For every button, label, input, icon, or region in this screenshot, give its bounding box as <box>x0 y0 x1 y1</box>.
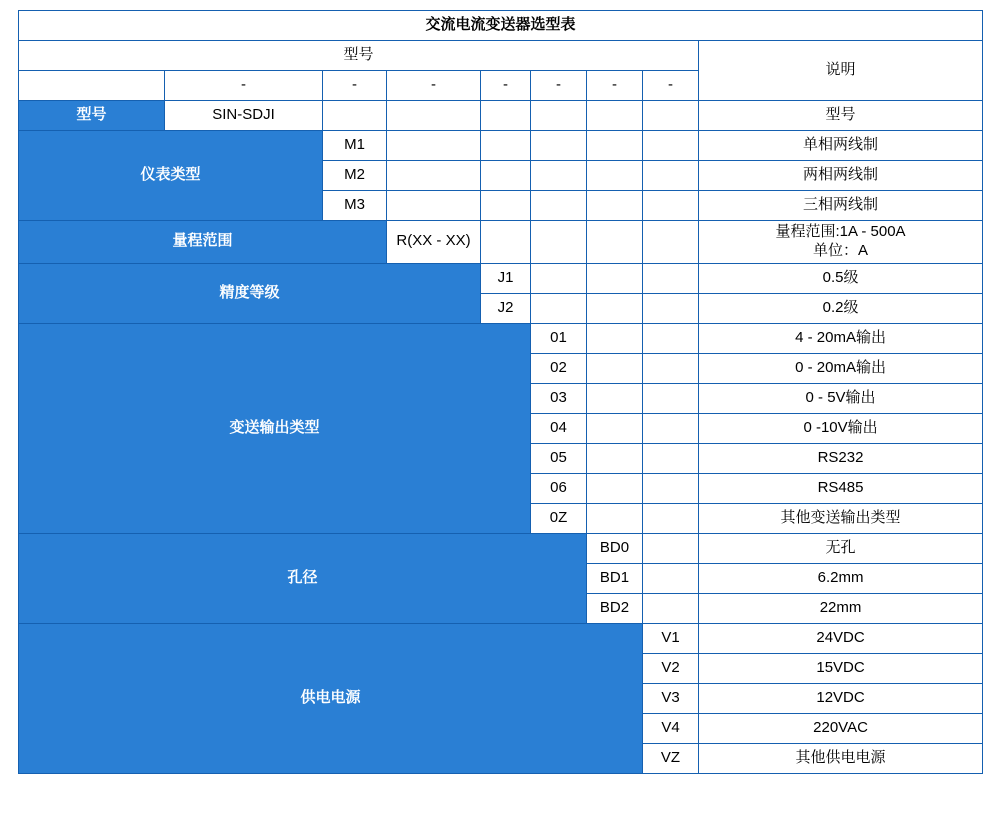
option-description: 其他供电电源 <box>699 743 983 773</box>
category-label: 型号 <box>19 101 165 131</box>
option-code: V4 <box>643 713 699 743</box>
option-code: V2 <box>643 653 699 683</box>
option-description: 24VDC <box>699 623 983 653</box>
page-title: 交流电流变送器选型表 <box>19 11 983 41</box>
table-row <box>19 323 983 353</box>
empty-cell <box>531 293 587 323</box>
empty-cell <box>643 131 699 161</box>
category-label: 孔径 <box>19 533 587 623</box>
empty-cell <box>587 221 643 264</box>
option-code: R(XX - XX) <box>387 221 481 264</box>
empty-cell <box>643 221 699 264</box>
option-code: BD1 <box>587 563 643 593</box>
table-row <box>19 131 983 161</box>
header-dash-cell: - <box>387 71 481 101</box>
table-row <box>19 101 983 131</box>
category-label: 仪表类型 <box>19 131 323 221</box>
option-description: 无孔 <box>699 533 983 563</box>
option-code: M2 <box>323 161 387 191</box>
empty-cell <box>643 161 699 191</box>
option-description: 0 -10V输出 <box>699 413 983 443</box>
option-description: 15VDC <box>699 653 983 683</box>
option-description: RS232 <box>699 443 983 473</box>
empty-cell <box>531 191 587 221</box>
empty-cell <box>587 191 643 221</box>
option-code: J1 <box>481 263 531 293</box>
empty-cell <box>643 101 699 131</box>
category-label: 量程范围 <box>19 221 387 264</box>
selection-table <box>18 10 983 774</box>
option-description: 其他变送输出类型 <box>699 503 983 533</box>
option-code: J2 <box>481 293 531 323</box>
category-label: 供电电源 <box>19 623 643 773</box>
empty-cell <box>587 353 643 383</box>
empty-cell <box>387 131 481 161</box>
category-label: 精度等级 <box>19 263 481 323</box>
option-code: M1 <box>323 131 387 161</box>
empty-cell <box>643 473 699 503</box>
option-code: 0Z <box>531 503 587 533</box>
title-row <box>19 11 983 41</box>
empty-cell <box>531 221 587 264</box>
empty-cell <box>643 293 699 323</box>
empty-cell <box>643 323 699 353</box>
option-code: 01 <box>531 323 587 353</box>
category-label: 变送输出类型 <box>19 323 531 533</box>
empty-cell <box>587 293 643 323</box>
empty-cell <box>587 131 643 161</box>
empty-cell <box>587 383 643 413</box>
empty-cell <box>387 101 481 131</box>
option-code: BD2 <box>587 593 643 623</box>
empty-cell <box>643 191 699 221</box>
option-description: 0.2级 <box>699 293 983 323</box>
table-row <box>19 221 983 264</box>
table-row <box>19 623 983 653</box>
option-description: 220VAC <box>699 713 983 743</box>
empty-cell <box>481 131 531 161</box>
empty-cell <box>587 101 643 131</box>
empty-cell <box>481 191 531 221</box>
header-dash-cell: - <box>323 71 387 101</box>
option-code: 04 <box>531 413 587 443</box>
empty-cell <box>587 413 643 443</box>
empty-cell <box>587 323 643 353</box>
empty-cell <box>643 263 699 293</box>
option-description: 两相两线制 <box>699 161 983 191</box>
empty-cell <box>323 101 387 131</box>
header-dash-cell: - <box>531 71 587 101</box>
empty-cell <box>531 263 587 293</box>
option-code: M3 <box>323 191 387 221</box>
option-code: SIN-SDJI <box>165 101 323 131</box>
empty-cell <box>387 191 481 221</box>
empty-cell <box>587 473 643 503</box>
empty-cell <box>643 533 699 563</box>
empty-cell <box>531 101 587 131</box>
option-description: 0.5级 <box>699 263 983 293</box>
empty-cell <box>481 101 531 131</box>
empty-cell <box>587 161 643 191</box>
header-dash-cell: - <box>481 71 531 101</box>
model-group-header: 型号 <box>19 41 699 71</box>
header-group-row <box>19 41 983 71</box>
header-dash-cell: - <box>643 71 699 101</box>
empty-cell <box>481 221 531 264</box>
option-description: RS485 <box>699 473 983 503</box>
empty-cell <box>643 353 699 383</box>
header-dash-cell: - <box>165 71 323 101</box>
empty-cell <box>643 563 699 593</box>
option-code: BD0 <box>587 533 643 563</box>
empty-cell <box>587 263 643 293</box>
empty-cell <box>643 443 699 473</box>
option-code: 05 <box>531 443 587 473</box>
option-description: 单相两线制 <box>699 131 983 161</box>
option-description: 6.2mm <box>699 563 983 593</box>
header-spacer-cell <box>19 71 165 101</box>
table-row <box>19 263 983 293</box>
empty-cell <box>531 161 587 191</box>
option-code: 03 <box>531 383 587 413</box>
empty-cell <box>387 161 481 191</box>
empty-cell <box>643 383 699 413</box>
option-description: 12VDC <box>699 683 983 713</box>
option-description: 型号 <box>699 101 983 131</box>
table-row <box>19 533 983 563</box>
empty-cell <box>531 131 587 161</box>
empty-cell <box>587 503 643 533</box>
table-body <box>19 11 983 774</box>
option-description: 22mm <box>699 593 983 623</box>
option-description: 0 - 5V输出 <box>699 383 983 413</box>
header-dash-cell: - <box>587 71 643 101</box>
option-description: 量程范围:1A - 500A 单位：A <box>699 221 983 264</box>
description-header: 说明 <box>699 41 983 101</box>
empty-cell <box>643 413 699 443</box>
empty-cell <box>643 503 699 533</box>
option-code: 06 <box>531 473 587 503</box>
option-code: 02 <box>531 353 587 383</box>
empty-cell <box>481 161 531 191</box>
option-description: 三相两线制 <box>699 191 983 221</box>
option-code: VZ <box>643 743 699 773</box>
empty-cell <box>643 593 699 623</box>
option-description: 4 - 20mA输出 <box>699 323 983 353</box>
option-code: V3 <box>643 683 699 713</box>
empty-cell <box>587 443 643 473</box>
option-description: 0 - 20mA输出 <box>699 353 983 383</box>
option-code: V1 <box>643 623 699 653</box>
